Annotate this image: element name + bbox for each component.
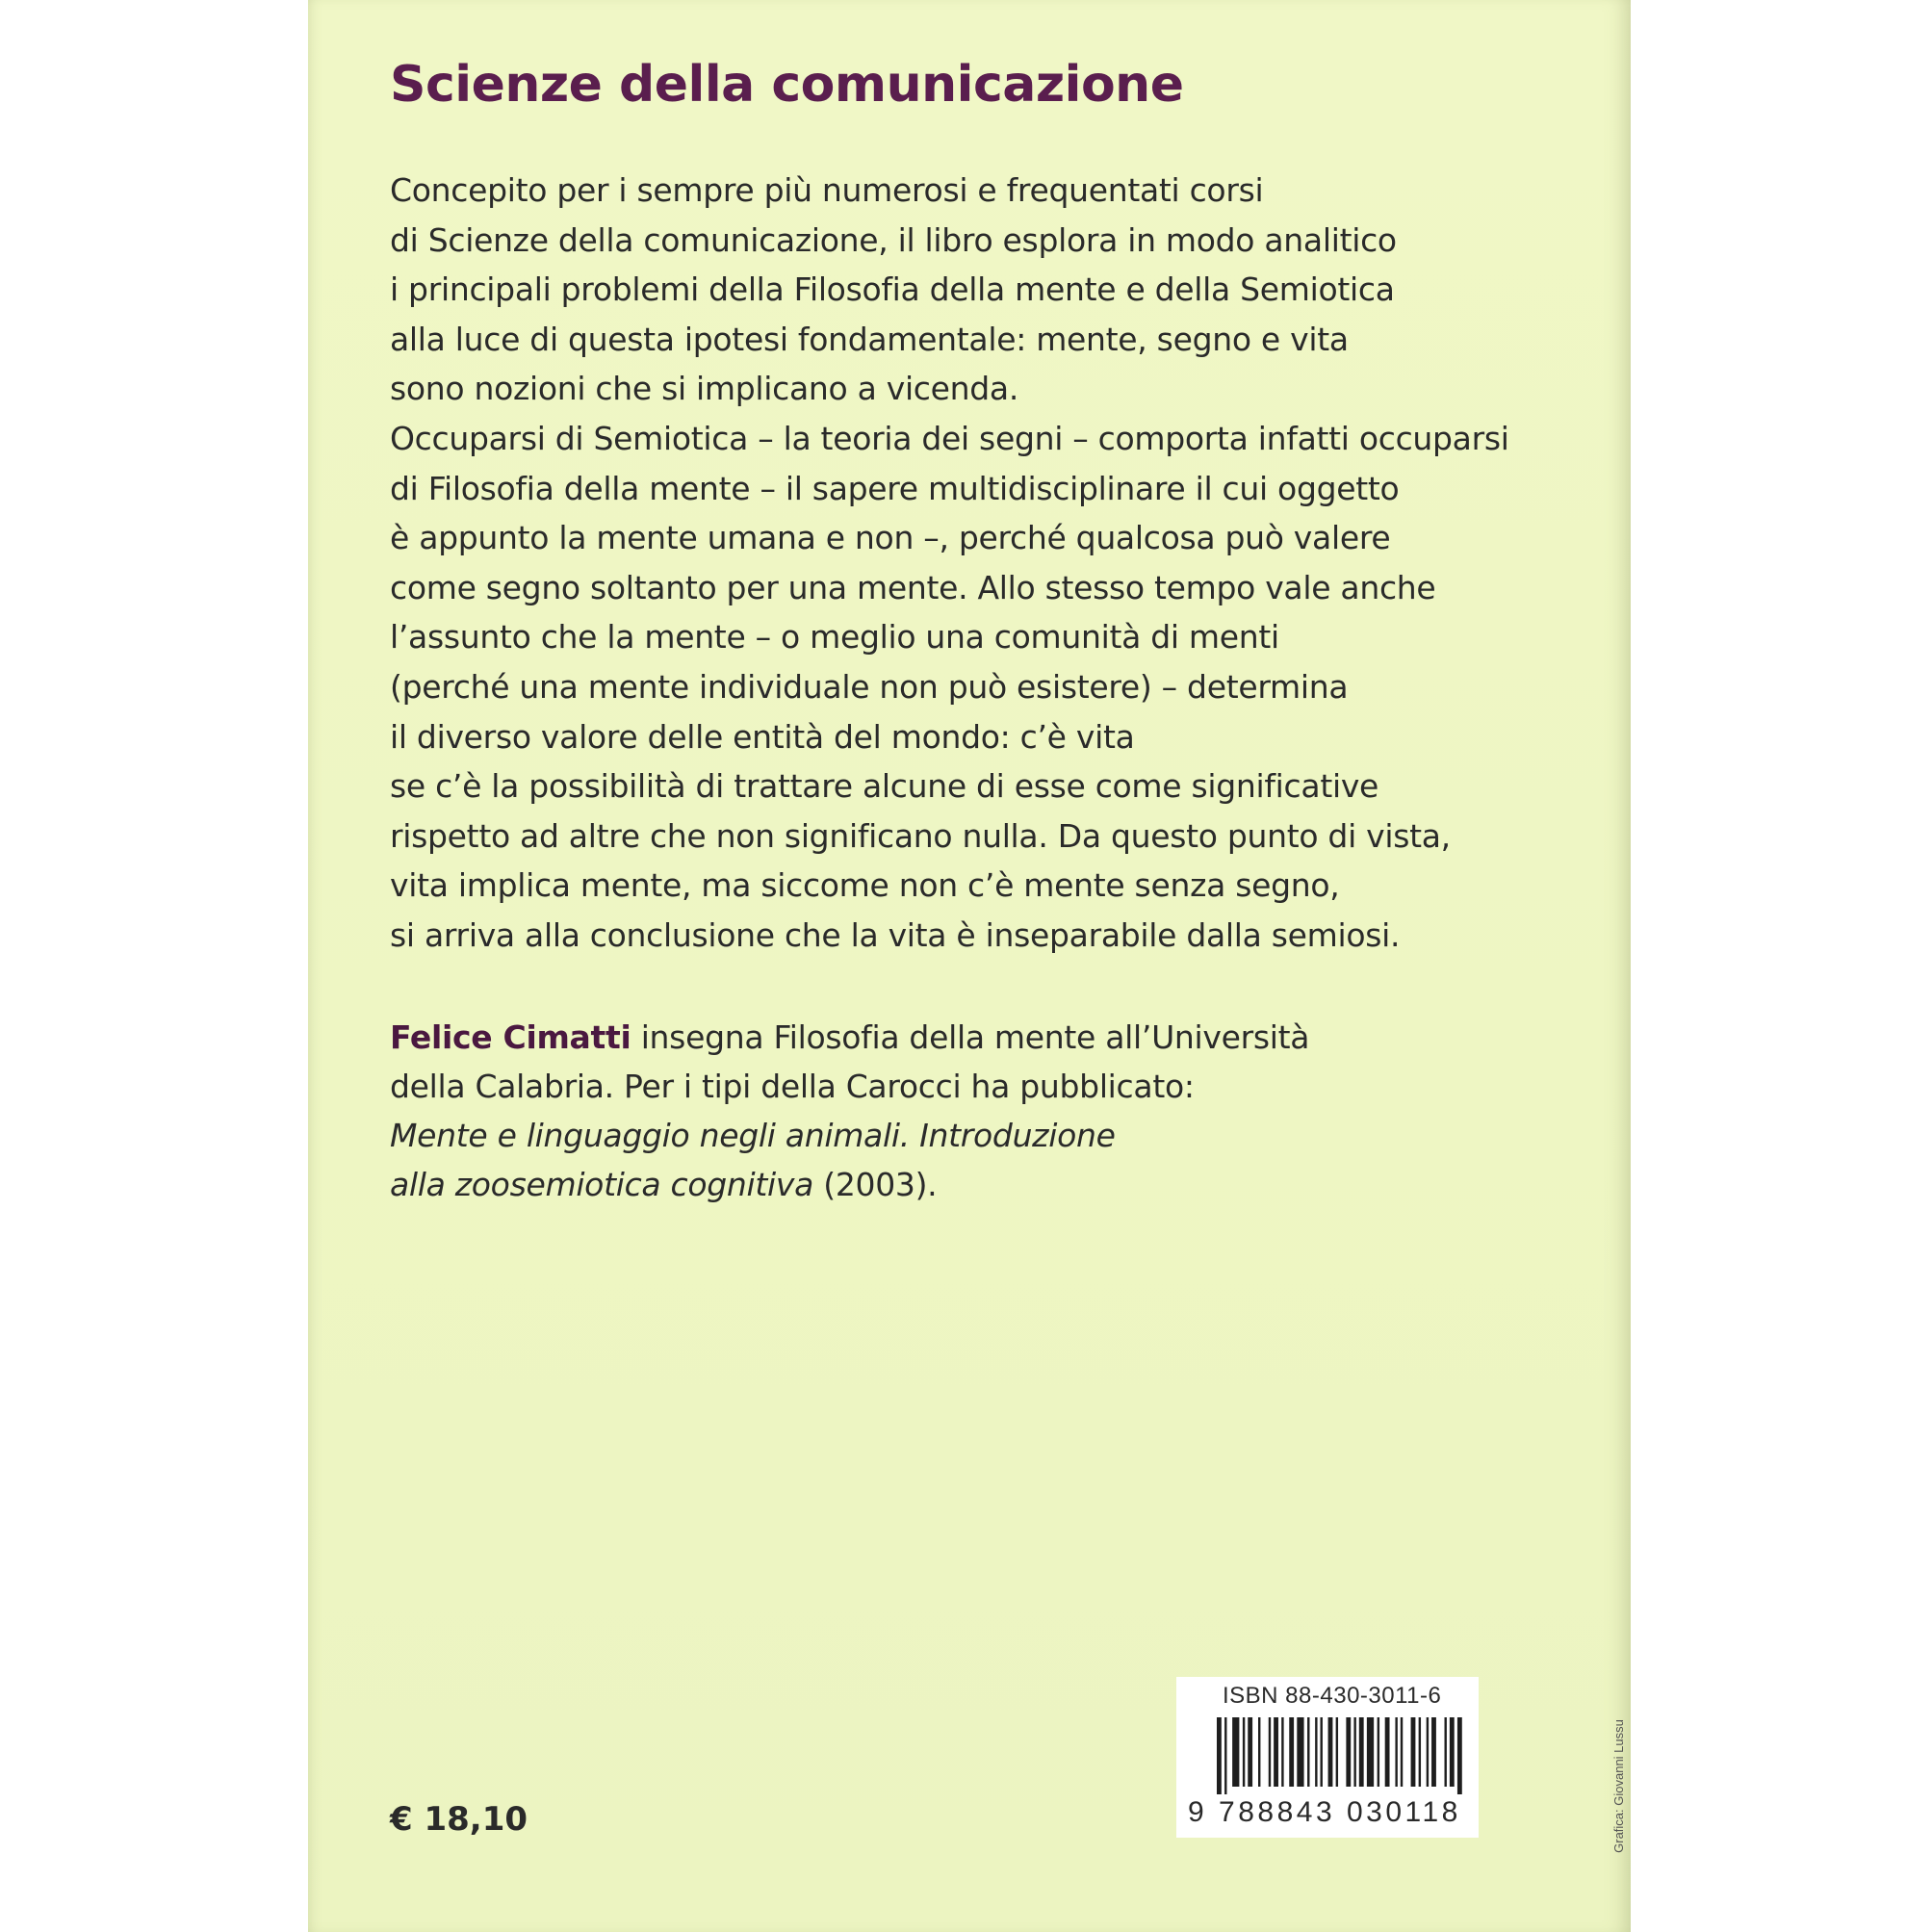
description-line: il diverso valore delle entità del mondo: c’è vita: [390, 717, 1135, 756]
price: € 18,10: [390, 1800, 528, 1839]
description-line: di Scienze della comunicazione, il libro esplora in modo analitico: [390, 220, 1397, 259]
description-line: di Filosofia della mente – il sapere multidisciplinare il cui oggetto: [390, 469, 1400, 507]
description-line: sono nozioni che si implicano a vicenda.: [390, 370, 1019, 408]
barcode-bar: [1274, 1717, 1278, 1787]
barcode-bar: [1367, 1717, 1374, 1787]
barcode-bar: [1457, 1717, 1462, 1794]
barcode-bar: [1427, 1717, 1429, 1787]
author-name: Felice Cimatti: [390, 1018, 631, 1056]
barcode-bar: [1217, 1717, 1222, 1794]
barcode-bar: [1353, 1717, 1355, 1787]
description-line: Concepito per i sempre più numerosi e frequentati corsi: [390, 171, 1264, 209]
description-line: i principali problemi della Filosofia della mente e della Semiotica: [390, 270, 1395, 309]
barcode-bar: [1297, 1717, 1303, 1787]
barcode-bar: [1378, 1717, 1379, 1787]
barcode-bar: [1336, 1717, 1338, 1787]
barcode-bar: [1232, 1717, 1239, 1787]
description-line: si arriva alla conclusione che la vita è inseparabile dalla semiosi.: [390, 915, 1401, 954]
ean-digits: 9 788843 030118: [1188, 1796, 1461, 1828]
barcode-bar: [1431, 1717, 1436, 1787]
barcode-bar: [1445, 1717, 1447, 1787]
description-line: se c’è la possibilità di trattare alcune di esse come significative: [390, 767, 1379, 806]
series-title: Scienze della comunicazione: [390, 56, 1184, 114]
barcode-bar: [1401, 1717, 1403, 1787]
barcode-bar: [1258, 1717, 1260, 1787]
bio-text: insegna Filosofia della mente all’Università: [631, 1018, 1310, 1056]
barcode-bar: [1281, 1717, 1283, 1787]
isbn-label: ISBN 88-430-3011-6: [1223, 1683, 1442, 1709]
description-line: l’assunto che la mente – o meglio una comunità di menti: [390, 618, 1279, 657]
barcode-bar: [1224, 1717, 1226, 1794]
design-credit: Grafica: Giovanni Lussu: [1610, 1719, 1626, 1853]
description-line: (perché una mente individuale non può esistere) – determina: [390, 667, 1349, 706]
barcode-bar: [1346, 1717, 1351, 1787]
description-line: vita implica mente, ma siccome non c’è mente senza segno,: [390, 866, 1340, 905]
bio-line: della Calabria. Per i tipi della Carocci ha pubblicato:: [390, 1068, 1195, 1105]
barcode-bar: [1395, 1717, 1397, 1787]
barcode-bar: [1385, 1717, 1390, 1787]
barcode-bar: [1269, 1717, 1271, 1787]
description-line: è appunto la mente umana e non –, perché qualcosa può valere: [390, 519, 1391, 557]
description-line: rispetto ad altre che non significano nulla. Da questo punto di vista,: [390, 816, 1451, 855]
barcode-bar: [1411, 1717, 1416, 1787]
bio-line: [390, 1160, 1309, 1209]
barcode-bar: [1419, 1717, 1421, 1787]
barcode-bar: [1328, 1717, 1333, 1787]
book-title: Mente e linguaggio negli animali. Introduzione: [390, 1117, 1116, 1154]
barcode-panel: [1176, 1677, 1479, 1838]
description-line: come segno soltanto per una mente. Allo stesso tempo vale anche: [390, 568, 1436, 606]
barcode-bar: [1321, 1717, 1323, 1787]
barcode-icon: [1217, 1717, 1465, 1794]
barcode-bar: [1315, 1717, 1317, 1787]
barcode-bar: [1307, 1717, 1309, 1787]
barcode-bar: [1359, 1717, 1364, 1787]
description: [390, 166, 1509, 961]
barcode-bar: [1289, 1717, 1294, 1787]
barcode-bar: [1450, 1717, 1455, 1787]
barcode-bar: [1248, 1717, 1252, 1787]
author-bio: [390, 1013, 1309, 1209]
barcode-bar: [1243, 1717, 1245, 1787]
description-line: alla luce di questa ipotesi fondamentale: mente, segno e vita: [390, 320, 1349, 358]
bio-line: [390, 1111, 1309, 1160]
description-line: Occuparsi di Semiotica – la teoria dei segni – comporta infatti occuparsi: [390, 419, 1509, 457]
bio-line: [390, 1013, 1309, 1062]
book-title: alla zoosemiotica cognitiva: [390, 1166, 814, 1203]
publication-year: (2003).: [813, 1166, 938, 1203]
